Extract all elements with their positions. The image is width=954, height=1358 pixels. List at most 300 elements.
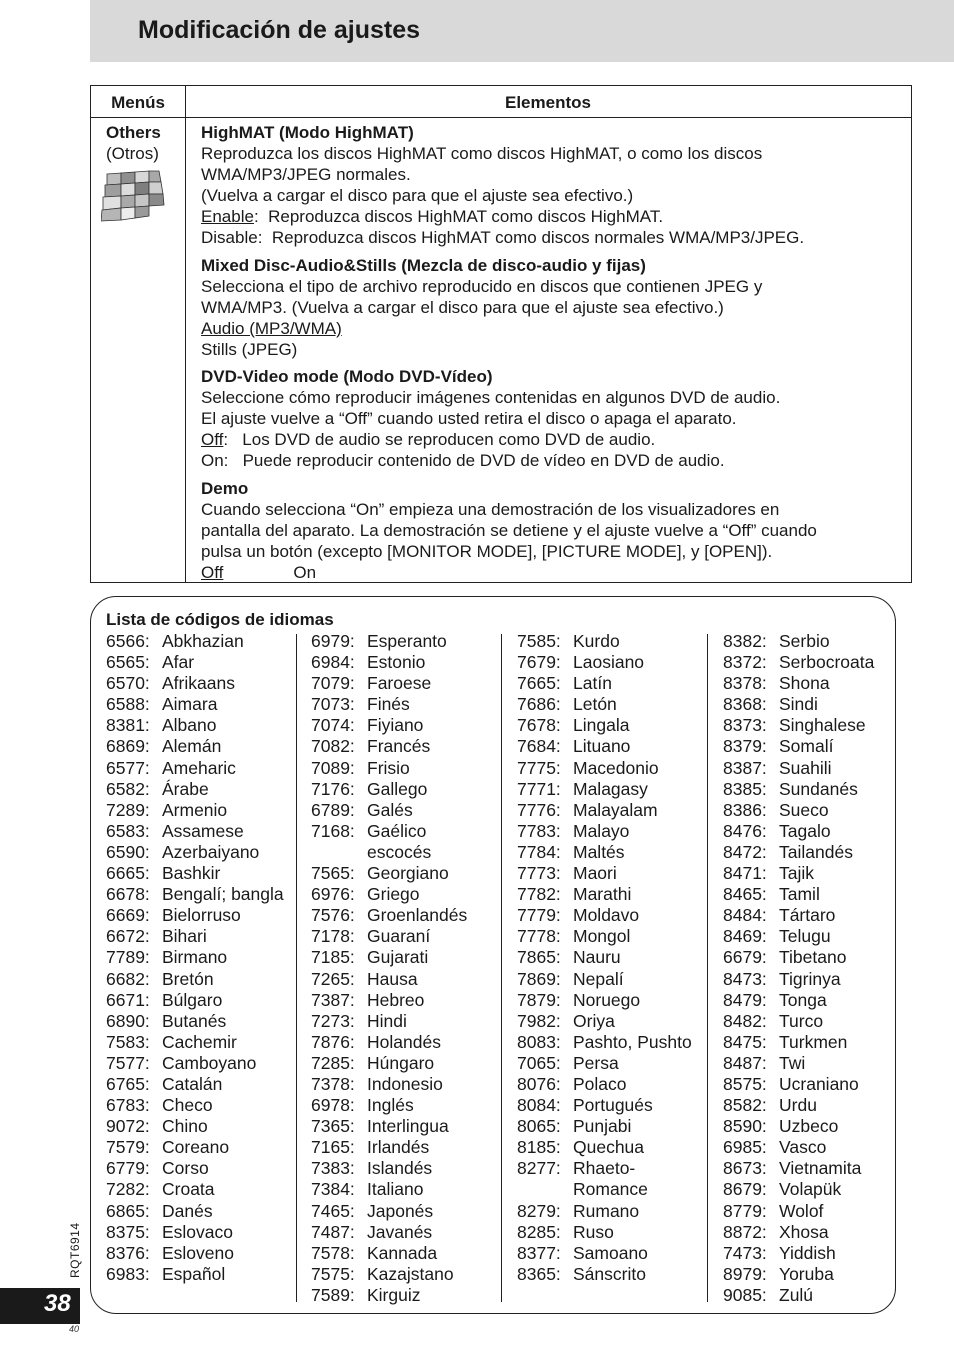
language-item — [723, 779, 913, 800]
mixed-disc-option-audio: Audio (MP3/WMA) — [201, 318, 342, 338]
mixed-disc-section — [201, 255, 901, 360]
language-code: 7079: — [311, 673, 355, 694]
language-code: 7686: — [517, 694, 561, 715]
language-code: 6583: — [106, 820, 150, 841]
language-code: 7387: — [311, 989, 355, 1010]
language-name: Vasco — [779, 1137, 827, 1158]
language-item — [106, 779, 296, 800]
language-item — [311, 905, 501, 926]
language-name: Rumano — [573, 1200, 640, 1221]
language-name: Letón — [573, 694, 617, 715]
language-name: Bretón — [162, 968, 214, 989]
language-item — [723, 905, 913, 926]
language-item — [723, 1285, 913, 1306]
language-name: Javanés — [367, 1221, 433, 1242]
language-code: 6865: — [106, 1200, 150, 1221]
language-code: 8373: — [723, 715, 767, 736]
language-code: 7165: — [311, 1137, 355, 1158]
language-item — [723, 863, 913, 884]
language-name: Persa — [573, 1052, 619, 1073]
language-code: 6669: — [106, 905, 150, 926]
language-name: Malayo — [573, 820, 630, 841]
language-name: Gujarati — [367, 947, 429, 968]
language-item — [723, 884, 913, 905]
language-code: 7289: — [106, 799, 150, 820]
language-name: Nepalí — [573, 968, 624, 989]
language-code: 7577: — [106, 1052, 150, 1073]
language-name: Malayalam — [573, 799, 658, 820]
language-code: 6783: — [106, 1095, 150, 1116]
language-item — [517, 1222, 707, 1243]
language-code: 7775: — [517, 757, 561, 778]
highmat-option-disable — [201, 227, 901, 248]
language-name: Frisio — [367, 757, 410, 778]
language-item — [106, 884, 296, 905]
language-name: Danés — [162, 1200, 213, 1221]
language-code: 8277: — [517, 1158, 561, 1179]
language-item — [723, 821, 913, 842]
language-name: Lituano — [573, 736, 631, 757]
language-name: Pashto, Pushto — [573, 1031, 692, 1052]
language-code: 6566: — [106, 631, 150, 651]
language-item — [723, 673, 913, 694]
language-code: 7579: — [106, 1137, 150, 1158]
language-name: Corso — [162, 1158, 209, 1179]
dvd-video-section — [201, 366, 901, 471]
language-code: 7782: — [517, 884, 561, 905]
language-item — [311, 990, 501, 1011]
language-item — [311, 715, 501, 736]
language-code: 7487: — [311, 1221, 355, 1242]
language-name: Esloveno — [162, 1242, 234, 1263]
language-item — [723, 947, 913, 968]
language-item — [311, 652, 501, 673]
language-code: 7465: — [311, 1200, 355, 1221]
language-item — [311, 1032, 501, 1053]
language-name: Turkmen — [779, 1031, 848, 1052]
menu-subtitle: (Otros) — [106, 144, 159, 163]
language-name: Afrikaans — [162, 673, 235, 694]
language-code: 7383: — [311, 1158, 355, 1179]
language-item — [106, 1243, 296, 1264]
language-code: 8378: — [723, 673, 767, 694]
dvd-video-desc-line: El ajuste vuelve a “Off” cuando usted retira el disco o apaga el aparato. — [201, 409, 737, 429]
option-key: Enable — [201, 207, 254, 227]
language-item — [311, 673, 501, 694]
language-name: Singhalese — [779, 715, 866, 736]
language-code: 7778: — [517, 926, 561, 947]
demo-option-on: On — [293, 562, 317, 582]
language-code: 7869: — [517, 968, 561, 989]
language-column — [723, 631, 913, 1306]
language-code: 8679: — [723, 1179, 767, 1200]
language-item — [106, 800, 296, 821]
language-code: 7565: — [311, 863, 355, 884]
language-name: Armenio — [162, 799, 228, 820]
language-name: Oriya — [573, 1010, 615, 1031]
language-name: Sánscrito — [573, 1263, 646, 1284]
language-name: Tajik — [779, 863, 815, 884]
language-item — [311, 884, 501, 905]
column-separator — [296, 634, 297, 1302]
language-name: Estonio — [367, 652, 426, 673]
language-item — [311, 1074, 501, 1095]
language-name: Kazajstano — [367, 1263, 454, 1284]
language-code: 8376: — [106, 1242, 150, 1263]
language-code: 8582: — [723, 1095, 767, 1116]
option-key: Off — [201, 430, 224, 450]
language-item — [723, 736, 913, 757]
language-item — [106, 1264, 296, 1285]
language-code: 7879: — [517, 989, 561, 1010]
language-code: 7282: — [106, 1179, 150, 1200]
language-code: 6665: — [106, 863, 150, 884]
language-item — [517, 1032, 707, 1053]
language-code: 8385: — [723, 778, 767, 799]
language-code: 8979: — [723, 1263, 767, 1284]
language-name: Somalí — [779, 736, 834, 757]
language-name: Chino — [162, 1116, 208, 1137]
highmat-option-enable: Enable : Reproduzca discos HighMAT como discos HighMAT. — [201, 207, 664, 227]
language-name: Croata — [162, 1179, 215, 1200]
language-code: 8375: — [106, 1221, 150, 1242]
demo-option-off: Off — [201, 562, 224, 582]
language-name: Polaco — [573, 1073, 627, 1094]
language-item — [723, 1201, 913, 1222]
language-item — [106, 1137, 296, 1158]
language-item — [106, 1074, 296, 1095]
language-item — [517, 969, 707, 990]
small-page-number: 40 — [69, 1324, 80, 1334]
language-item — [311, 1179, 501, 1200]
language-name: Birmano — [162, 947, 228, 968]
language-code: 6570: — [106, 673, 150, 694]
language-code: 8083: — [517, 1031, 561, 1052]
language-item — [311, 1222, 501, 1243]
language-item — [517, 1095, 707, 1116]
language-name: Faroese — [367, 673, 432, 694]
language-name: Árabe — [162, 778, 209, 799]
language-name: Húngaro — [367, 1052, 435, 1073]
language-item — [723, 1179, 913, 1200]
highmat-section — [201, 122, 901, 249]
language-item — [723, 1158, 913, 1179]
language-name: Interlingua — [367, 1116, 449, 1137]
language-item — [311, 1116, 501, 1137]
language-name: Camboyano — [162, 1052, 257, 1073]
language-item — [311, 1264, 501, 1285]
language-code: 7665: — [517, 673, 561, 694]
language-item — [517, 1074, 707, 1095]
language-item — [517, 1137, 707, 1158]
language-code: 9085: — [723, 1284, 767, 1305]
language-item — [517, 821, 707, 842]
language-name: Guaraní — [367, 926, 431, 947]
language-code: 7589: — [311, 1284, 355, 1305]
language-name: Italiano — [367, 1179, 424, 1200]
language-code: 7982: — [517, 1010, 561, 1031]
language-code: 7378: — [311, 1073, 355, 1094]
option-key: On: — [201, 451, 229, 471]
language-name: Volapük — [779, 1179, 842, 1200]
page-number: 38 — [44, 1290, 71, 1317]
language-item — [517, 673, 707, 694]
language-item — [106, 1201, 296, 1222]
language-list-title: Lista de códigos de idiomas — [106, 610, 334, 629]
language-name: Fiyiano — [367, 715, 424, 736]
language-name: Afar — [162, 652, 195, 673]
language-item — [723, 1053, 913, 1074]
language-code: 8673: — [723, 1158, 767, 1179]
language-item — [311, 1243, 501, 1264]
language-code: 6983: — [106, 1263, 150, 1284]
language-name: Laosiano — [573, 652, 645, 673]
language-name: Quechua — [573, 1137, 645, 1158]
language-name: Noruego — [573, 989, 641, 1010]
language-code: 8365: — [517, 1263, 561, 1284]
language-code: 8377: — [517, 1242, 561, 1263]
language-name: Xhosa — [779, 1221, 829, 1242]
language-name: Abkhazian — [162, 631, 244, 651]
language-item — [106, 1158, 296, 1179]
language-name: Serbio — [779, 631, 830, 651]
language-item — [106, 821, 296, 842]
language-code: 7065: — [517, 1052, 561, 1073]
language-item — [311, 1285, 501, 1306]
language-item — [106, 842, 296, 863]
dvd-video-title: DVD-Video mode (Modo DVD-Vídeo) — [201, 367, 493, 387]
language-name: Islandés — [367, 1158, 433, 1179]
language-item — [311, 694, 501, 715]
language-name: Coreano — [162, 1137, 230, 1158]
mixed-disc-desc-line: Selecciona el tipo de archivo reproducido en discos que contienen JPEG y — [201, 276, 763, 296]
page-title: Modificación de ajustes — [138, 16, 421, 44]
language-item — [106, 673, 296, 694]
language-item — [311, 736, 501, 757]
language-name: Español — [162, 1263, 226, 1284]
language-item — [311, 926, 501, 947]
language-name: Rhaeto-Romance — [573, 1158, 648, 1200]
language-code: 8279: — [517, 1200, 561, 1221]
language-name: Nauru — [573, 947, 621, 968]
language-item — [106, 1179, 296, 1200]
language-name: Bielorruso — [162, 905, 241, 926]
highmat-desc-line: WMA/MP3/JPEG normales. — [201, 165, 411, 185]
language-item — [311, 800, 501, 821]
language-name: Cachemir — [162, 1031, 237, 1052]
language-item — [723, 990, 913, 1011]
language-name: Wolof — [779, 1200, 824, 1221]
language-code: 7789: — [106, 947, 150, 968]
language-name: Punjabi — [573, 1116, 632, 1137]
language-name: Groenlandés — [367, 905, 468, 926]
language-item — [311, 779, 501, 800]
language-item — [106, 905, 296, 926]
language-item — [723, 1116, 913, 1137]
language-column — [311, 631, 501, 1306]
language-name: Marathi — [573, 884, 632, 905]
language-code: 7678: — [517, 715, 561, 736]
language-name: Telugu — [779, 926, 831, 947]
language-item — [106, 863, 296, 884]
language-name: Irlandés — [367, 1137, 430, 1158]
language-item — [311, 1158, 501, 1179]
language-name: Esperanto — [367, 631, 447, 651]
language-name: Hausa — [367, 968, 418, 989]
mixed-disc-desc-line: WMA/MP3. (Vuelva a cargar el disco para que el ajuste sea efectivo.) — [201, 297, 724, 317]
language-code: 6682: — [106, 968, 150, 989]
demo-options — [201, 562, 901, 583]
language-item — [311, 1201, 501, 1222]
language-code: 6590: — [106, 841, 150, 862]
language-column — [106, 631, 296, 1285]
language-code: 8476: — [723, 820, 767, 841]
language-item — [106, 694, 296, 715]
language-code: 7876: — [311, 1031, 355, 1052]
language-name: Portugués — [573, 1095, 653, 1116]
language-item — [311, 969, 501, 990]
language-item — [517, 884, 707, 905]
highmat-desc-line: (Vuelva a cargar el disco para que el ajuste sea efectivo.) — [201, 186, 634, 206]
language-name: Tonga — [779, 989, 827, 1010]
language-name: Japonés — [367, 1200, 434, 1221]
language-name: Gaélico escocés — [367, 820, 432, 862]
language-name: Tártaro — [779, 905, 836, 926]
language-code: 6588: — [106, 694, 150, 715]
language-name: Kirguiz — [367, 1284, 421, 1305]
language-code: 7783: — [517, 820, 561, 841]
language-code: 8469: — [723, 926, 767, 947]
language-code: 7575: — [311, 1263, 355, 1284]
highmat-title: HighMAT (Modo HighMAT) — [201, 123, 414, 142]
language-name: Kurdo — [573, 631, 620, 651]
language-code: 8472: — [723, 841, 767, 862]
language-item — [723, 1032, 913, 1053]
language-name: Finés — [367, 694, 410, 715]
language-name: Assamese — [162, 820, 244, 841]
language-item — [311, 1011, 501, 1032]
language-item — [106, 1032, 296, 1053]
language-name: Georgiano — [367, 863, 449, 884]
language-name: Hindi — [367, 1010, 407, 1031]
language-name: Zulú — [779, 1284, 814, 1305]
language-name: Latín — [573, 673, 612, 694]
language-code: 7178: — [311, 926, 355, 947]
language-code: 7273: — [311, 1010, 355, 1031]
language-name: Yoruba — [779, 1263, 834, 1284]
language-name: Bengalí; bangla — [162, 884, 284, 905]
menu-column-header: Menús — [111, 93, 165, 112]
document-code: RQT6914 — [68, 1222, 82, 1278]
language-name: Butanés — [162, 1010, 227, 1031]
language-item — [517, 694, 707, 715]
language-code: 8368: — [723, 694, 767, 715]
language-item — [106, 990, 296, 1011]
language-item — [106, 926, 296, 947]
language-name: Serbocroata — [779, 652, 875, 673]
language-code: 6582: — [106, 778, 150, 799]
option-value: Puede reproducir contenido de DVD de vídeo en DVD de audio. — [242, 451, 725, 471]
language-item — [311, 1137, 501, 1158]
language-item — [106, 1011, 296, 1032]
language-name: Macedonio — [573, 757, 659, 778]
language-column — [517, 631, 707, 1285]
language-name: Tamil — [779, 884, 820, 905]
language-item — [517, 736, 707, 757]
language-name: Tailandés — [779, 841, 853, 862]
language-name: Samoano — [573, 1242, 648, 1263]
language-code: 7176: — [311, 778, 355, 799]
language-code: 8076: — [517, 1073, 561, 1094]
language-code: 6789: — [311, 799, 355, 820]
dvd-video-option-on — [201, 450, 901, 471]
language-code: 6678: — [106, 884, 150, 905]
language-name: Ruso — [573, 1221, 614, 1242]
language-code: 6985: — [723, 1137, 767, 1158]
language-code: 6869: — [106, 736, 150, 757]
language-name: Urdu — [779, 1095, 817, 1116]
language-name: Uzbeco — [779, 1116, 839, 1137]
language-code: 6779: — [106, 1158, 150, 1179]
language-name: Aimara — [162, 694, 218, 715]
items-cell — [201, 122, 901, 583]
language-name: Indonesio — [367, 1073, 443, 1094]
language-item — [723, 969, 913, 990]
language-code: 7679: — [517, 652, 561, 673]
language-name: Albano — [162, 715, 217, 736]
language-name: Bashkir — [162, 863, 221, 884]
header-divider — [91, 117, 911, 118]
language-name: Francés — [367, 736, 431, 757]
language-item — [723, 631, 913, 652]
language-item — [106, 1222, 296, 1243]
language-code: 8387: — [723, 757, 767, 778]
language-item — [311, 1095, 501, 1116]
language-name: Mongol — [573, 926, 631, 947]
language-code-box — [90, 596, 896, 1314]
language-code: 7185: — [311, 947, 355, 968]
language-item — [106, 947, 296, 968]
language-item — [517, 1158, 707, 1200]
option-value: Los DVD de audio se reproducen como DVD de audio. — [242, 430, 656, 450]
language-code: 8084: — [517, 1095, 561, 1116]
language-item — [723, 1095, 913, 1116]
language-code: 8484: — [723, 905, 767, 926]
language-name: Ameharic — [162, 757, 236, 778]
language-name: Tibetano — [779, 947, 847, 968]
language-code: 7784: — [517, 841, 561, 862]
language-code: 8779: — [723, 1200, 767, 1221]
language-code: 8465: — [723, 884, 767, 905]
language-item — [723, 652, 913, 673]
menu-cell — [106, 122, 161, 164]
language-name: Sundanés — [779, 778, 858, 799]
language-code: 6671: — [106, 989, 150, 1010]
language-item — [723, 758, 913, 779]
language-name: Kannada — [367, 1242, 438, 1263]
language-item — [723, 715, 913, 736]
language-code: 6979: — [311, 631, 355, 651]
language-item — [311, 863, 501, 884]
language-code: 7073: — [311, 694, 355, 715]
language-code: 7779: — [517, 905, 561, 926]
language-item — [723, 926, 913, 947]
language-item — [311, 758, 501, 779]
language-name: Vietnamita — [779, 1158, 862, 1179]
menu-name: Others — [106, 123, 161, 142]
language-name: Checo — [162, 1095, 213, 1116]
language-name: Holandés — [367, 1031, 441, 1052]
